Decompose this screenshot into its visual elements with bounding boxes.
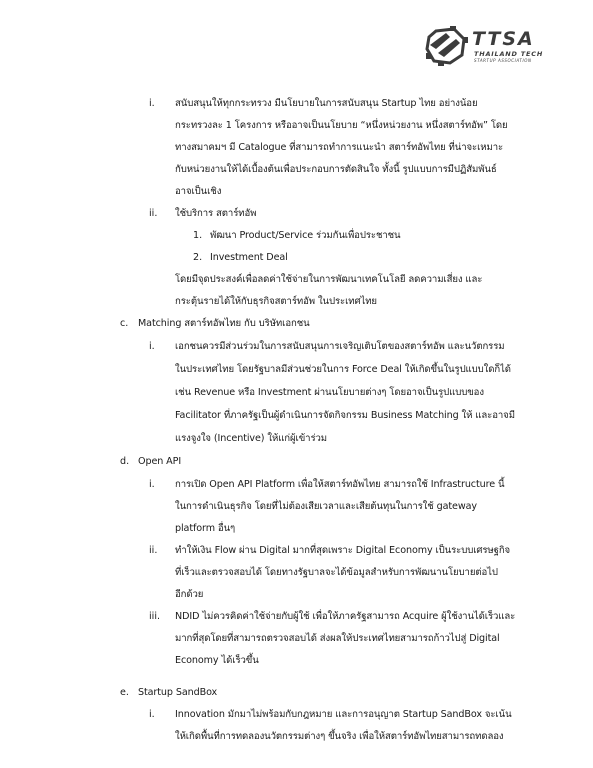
text-line: เช่น Revenue หรือ Investment ผ่านนโยบายต่างๆ โดยอาจเป็นรูปแบบของ: [175, 387, 484, 398]
list-marker: ii.: [149, 208, 158, 219]
section-heading: Startup SandBox: [138, 687, 218, 698]
text-line: NDID ไม่ควรคิดค่าใช้จ่ายกับผู้ใช้ เพื่อให้ภาครัฐสามารถ Acquire ผู้ใช้งานได้เร็วและ: [175, 611, 516, 622]
text-line: ในการดำเนินธุรกิจ โดยที่ไม่ต้องเสียเวลาและเสียต้นทุนในการใช้ gateway: [175, 501, 477, 512]
text-line: Investment Deal: [210, 252, 288, 263]
logo-subtitle: THAILAND TECH: [474, 50, 544, 58]
list-marker: 2.: [193, 252, 203, 263]
text-line: Innovation มักมาไม่พร้อมกับกฎหมาย และการอนุญาต Startup SandBox จะเน้น: [175, 709, 512, 720]
text-line: ให้เกิดพื้นที่การทดลองนวัตกรรมต่างๆ ขึ้นจริง เพื่อให้สตาร์ทอัพไทยสามารถทดลอง: [175, 731, 504, 742]
logo-title: TTSA: [472, 28, 535, 50]
text-line: ทางสมาคมฯ มี Catalogue ที่สามารถทำการแนะนำ สตาร์ทอัพไทย ที่น่าจะเหมาะ: [175, 142, 504, 153]
text-line: platform อื่นๆ: [175, 523, 236, 534]
text-line: กับหน่วยงานให้ได้เบื้องต้นเพื่อประกอบการตัดสินใจ ทั้งนี้ รูปแบบการมีปฏิสัมพันธ์: [175, 164, 497, 175]
list-marker: i.: [149, 341, 155, 352]
text-line: Facilitator ที่ภาครัฐเป็นผู้ดำเนินการจัดกิจกรรม Business Matching ให้ และอาจมี: [175, 410, 515, 421]
gear-icon: [424, 25, 470, 67]
list-marker: 1.: [193, 230, 203, 241]
text-line: ในประเทศไทย โดยรัฐบาลมีส่วนช่วยในการ Force Deal ให้เกิดขึ้นในรูปแบบใดก็ได้: [175, 364, 511, 375]
text-line: ทำให้เงิน Flow ผ่าน Digital มากที่สุดเพราะ Digital Economy เป็นระบบเศรษฐกิจ: [175, 545, 511, 556]
text-line: การเปิด Open API Platform เพื่อให้สตาร์ทอัพไทย สามารถใช้ Infrastructure นี้: [175, 479, 505, 490]
list-marker: i.: [149, 479, 155, 490]
list-heading: ใช้บริการ สตาร์ทอัพ: [175, 208, 257, 219]
text-line: โดยมีจุดประสงค์เพื่อลดค่าใช้จ่ายในการพัฒนาเทคโนโลยี ลดความเสี่ยง และ: [175, 274, 483, 285]
text-line: กระตุ้นรายได้ให้กับธุรกิจสตาร์ทอัพ ในประเทศไทย: [175, 296, 377, 307]
section-heading: Matching สตาร์ทอัพไทย กับ บริษัทเอกชน: [138, 318, 310, 329]
section-heading: Open API: [138, 456, 182, 467]
text-line: มากที่สุดโดยที่สามารถตรวจสอบได้ ส่งผลให้ประเทศไทยสามารถก้าวไปสู่ Digital: [175, 633, 500, 644]
text-line: สนับสนุนให้ทุกกระทรวง มีนโยบายในการสนับสนุน Startup ไทย อย่างน้อย: [175, 98, 478, 109]
list-marker: iii.: [149, 611, 161, 622]
text-line: พัฒนา Product/Service ร่วมกันเพื่อประชาชน: [210, 230, 401, 241]
list-marker: d.: [120, 456, 130, 467]
logo-tagline: STARTUP ASSOCIATION: [474, 58, 532, 63]
text-line: อีกด้วย: [175, 589, 204, 600]
list-marker: ii.: [149, 545, 158, 556]
list-marker: e.: [120, 687, 129, 698]
text-line: อาจเป็นเชิง: [175, 186, 222, 197]
list-marker: i.: [149, 709, 155, 720]
ttsa-logo: [424, 25, 554, 67]
text-line: ที่เร็วและตรวจสอบได้ โดยทางรัฐบาลจะได้ข้อมูลสำหรับการพัฒนานโยบายต่อไป: [175, 567, 498, 578]
text-line: แรงจูงใจ (Incentive) ให้แก่ผู้เข้าร่วม: [175, 433, 328, 444]
list-marker: i.: [149, 98, 155, 109]
text-line: กระทรวงละ 1 โครงการ หรืออาจเป็นนโยบาย “หนึ่งหน่วยงาน หนึ่งสตาร์ทอัพ” โดย: [175, 120, 508, 131]
text-line: เอกชนควรมีส่วนร่วมในการสนับสนุนการเจริญเติบโตของสตาร์ทอัพ และนวัตกรรม: [175, 341, 505, 352]
list-marker: c.: [120, 318, 129, 329]
text-line: Economy ได้เร็วขึ้น: [175, 655, 259, 666]
